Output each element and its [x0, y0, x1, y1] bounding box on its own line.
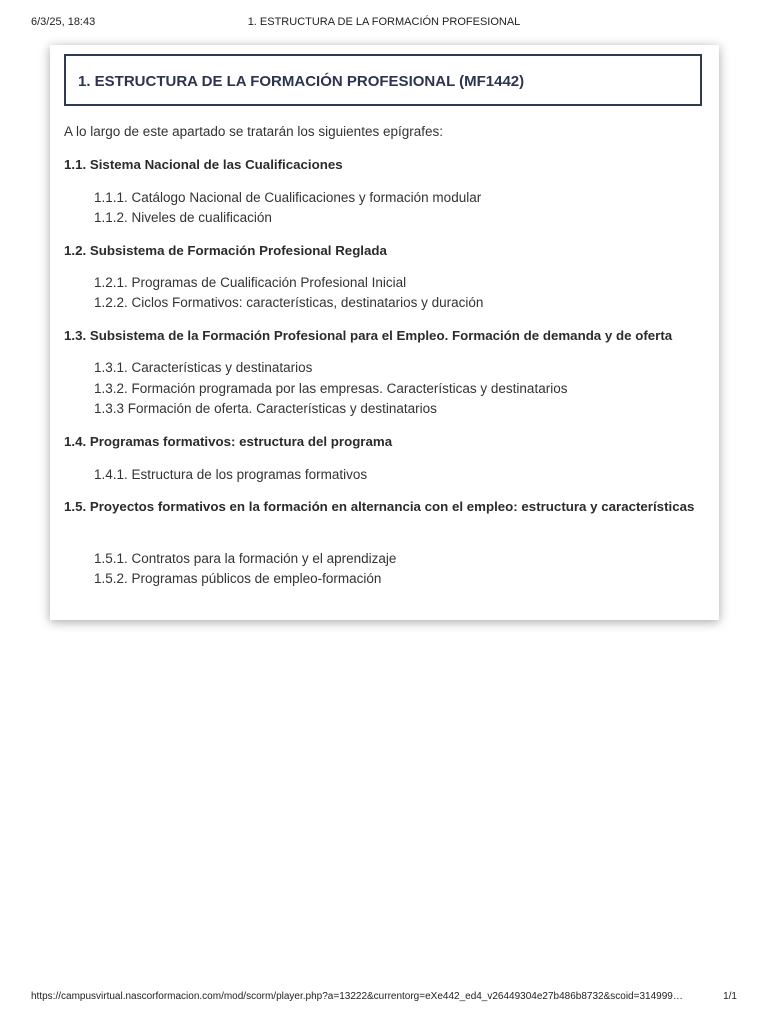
print-date: 6/3/25, 18:43: [31, 16, 96, 28]
section-heading-1-2: 1.2. Subsistema de Formación Profesional Reglada: [64, 243, 387, 258]
subsection-1-2-2: 1.2.2. Ciclos Formativos: características, destinatarios y duración: [94, 295, 484, 310]
subsection-1-2-1: 1.2.1. Programas de Cualificación Profesional Inicial: [94, 275, 407, 290]
subsection-1-3-1: 1.3.1. Características y destinatarios: [94, 360, 313, 375]
intro-text: A lo largo de este apartado se tratarán los siguientes epígrafes:: [64, 124, 443, 139]
subsection-1-5-1: 1.5.1. Contratos para la formación y el aprendizaje: [94, 551, 397, 566]
print-header: [31, 16, 737, 30]
section-heading-1-5: 1.5. Proyectos formativos en la formación en alternancia con el empleo: estructura y características: [64, 499, 695, 514]
page-url: https://campusvirtual.nascorformacion.com/mod/scorm/player.php?a=13222&currentorg=eXe442_ed4_v26449304e27b486b8732&scoid=314999…: [31, 991, 683, 1002]
content-card: [50, 45, 719, 620]
subsection-1-1-2: 1.1.2. Niveles de cualificación: [94, 210, 272, 225]
print-footer: [31, 991, 737, 1005]
document-title: 1. ESTRUCTURA DE LA FORMACIÓN PROFESIONAL (MF1442): [78, 73, 525, 90]
subsection-1-3-3: 1.3.3 Formación de oferta. Características y destinatarios: [94, 401, 437, 416]
section-heading-1-3: 1.3. Subsistema de la Formación Profesional para el Empleo. Formación de demanda y de oferta: [64, 328, 673, 343]
subsection-1-3-2: 1.3.2. Formación programada por las empresas. Características y destinatarios: [94, 381, 568, 396]
print-page-title: 1. ESTRUCTURA DE LA FORMACIÓN PROFESIONAL: [247, 16, 521, 28]
section-heading-1-4: 1.4. Programas formativos: estructura del programa: [64, 434, 393, 449]
section-heading-1-1: 1.1. Sistema Nacional de las Cualificaciones: [64, 157, 343, 172]
subsection-1-4-1: 1.4.1. Estructura de los programas formativos: [94, 467, 368, 482]
subsection-1-5-2: 1.5.2. Programas públicos de empleo-formación: [94, 571, 382, 586]
subsection-1-1-1: 1.1.1. Catálogo Nacional de Cualificaciones y formación modular: [94, 190, 482, 205]
title-box: [64, 54, 702, 106]
page-count: 1/1: [723, 991, 737, 1002]
